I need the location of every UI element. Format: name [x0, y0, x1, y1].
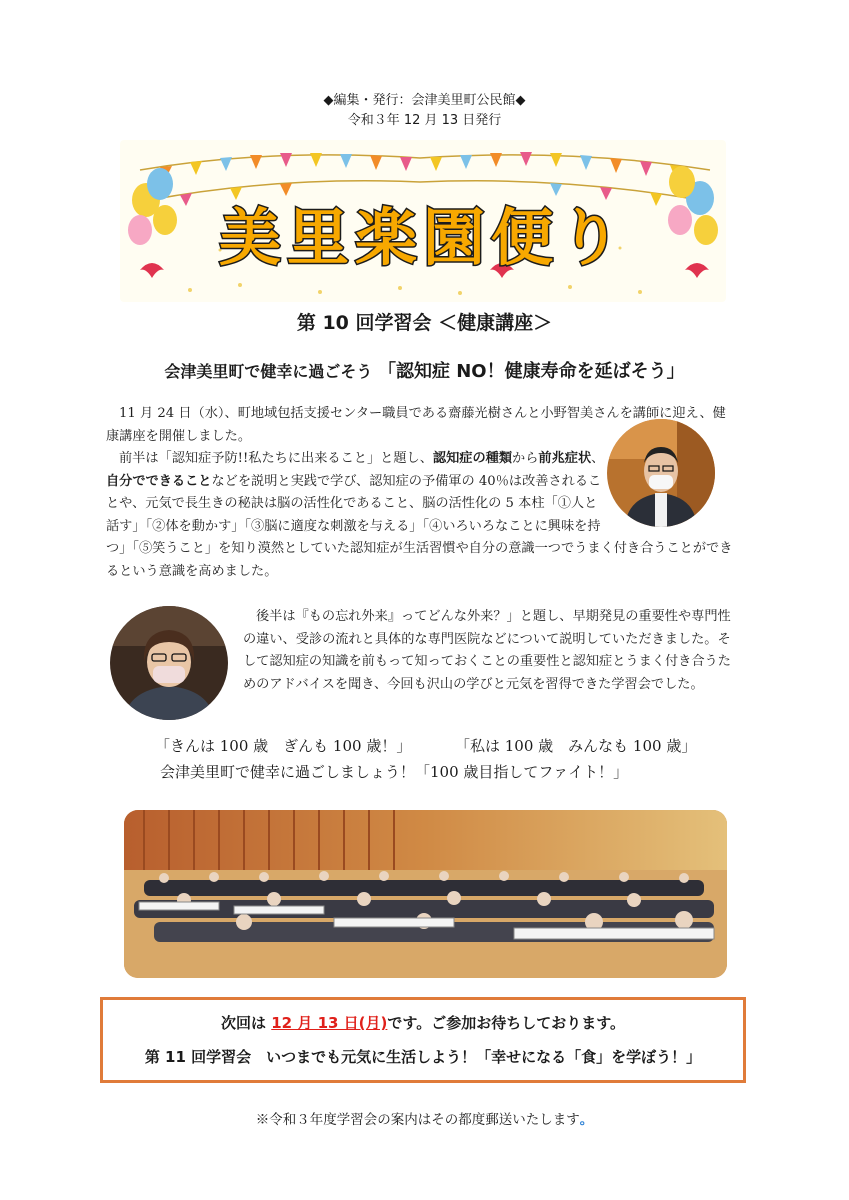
slogan-1-left: 「きんは 100 歳 ぎんも 100 歳！」 — [155, 737, 412, 755]
event-tagline — [0, 357, 849, 383]
lecture-hall-photo — [124, 810, 727, 978]
publisher-line: ◆編集・発行：会津美里町公民館◆ — [323, 93, 526, 108]
issue-date: 令和３年 12 月 13 日発行 — [347, 113, 502, 128]
article-paragraph-2: 前半は「認知症予防!!私たちに出来ること」と題し、認知症の種類から前兆症状、自分でできることなどを説明と実践で学び、認知症の予備軍の 40％は改善されることや、元気で長生きの秘訣は脳の活性化であること、脳の活性化の 5 本柱「①人と話す」「②体を動かす」「③脳に適度な刺激を与える」「④いろいろなことに興味を持つ」「⑤笑うこと」を知り漠然としていた認知症が生活習慣や自分の意識一つでうまく付き合うことができるという意識を高めました。 — [106, 451, 733, 579]
article-paragraph-1: 11 月 24 日（水）、町地域包括支援センター職員である齋藤光樹さんと小野智美さんを講師に迎え、健康講座を開催しました。 — [106, 406, 726, 444]
speaker-photo-female — [110, 606, 228, 720]
tagline-main: 「認知症 NO！健康寿命を延ばそう」 — [377, 361, 685, 382]
event-subtitle: 第 10 回学習会 ＜健康講座＞ — [296, 312, 553, 334]
notice-line-2: 第 11 回学習会 いつまでも元気に生活しよう！「幸せになる「食」を学ぼう！」 — [144, 1048, 702, 1066]
newsletter-banner — [120, 140, 726, 302]
banner-title: 美里楽園便り — [218, 201, 627, 274]
slogan-2: 会津美里町で健幸に過ごしましょう！「100 歳目指してファイト！」 — [160, 763, 629, 781]
notice-line-1: 次回は 12 月 13 日(月)です。ご参加お待ちしております。 — [221, 1014, 625, 1032]
article-paragraph-3: 後半は『もの忘れ外来』ってどんな外来？」と題し、早期発見の重要性や専門性の違い、受診の流れと具体的な専門医院などについて説明していただきました。そして認知症の知識を前もって知っておくことの重要性と認知症とうまく付き合うためのアドバイスを聞き、今回も沢山の学びと元気を習得できた学習会でした。 — [243, 609, 731, 692]
next-session-notice — [100, 997, 746, 1083]
footer-note: ※令和３年度学習会の案内はその都度郵送いたします。 — [255, 1112, 594, 1128]
next-session-date: 12 月 13 日(月) — [271, 1014, 388, 1032]
slogan-1-right: 「私は 100 歳 みんなも 100 歳」 — [455, 737, 697, 755]
tagline-lead: 会津美里町で健幸に過ごそう — [164, 362, 373, 381]
